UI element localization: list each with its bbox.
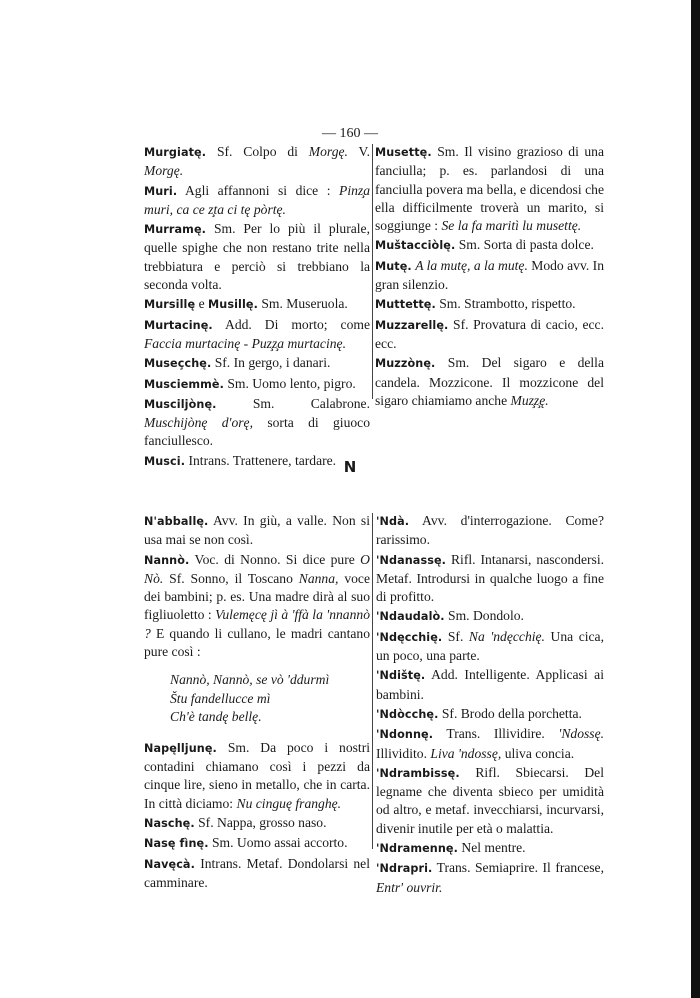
- entry-headword: Mursillę: [144, 298, 196, 312]
- entry-headword: Mutę.: [375, 259, 412, 273]
- entry-definition: Intrans. Trattenere, tardare.: [188, 452, 337, 468]
- entry-headword: 'Ndà.: [376, 515, 410, 528]
- page-edge-shadow: [691, 0, 700, 998]
- entry-headword: Muzzònę.: [375, 357, 436, 371]
- entry-example: Se la fa maritì lu musettę.: [441, 218, 582, 234]
- entry-definition: Trans. Semiaprire. Il francese,: [436, 860, 604, 876]
- entry-definition: Sf. Nappa, grosso naso.: [198, 815, 327, 831]
- dictionary-entry: [375, 236, 604, 255]
- entry-example: Na 'ndęcchię.: [468, 628, 545, 644]
- entry-headword: Musillę.: [208, 298, 258, 312]
- entry-headword: N'abballę.: [144, 515, 209, 528]
- entry-definition: Sf. In gergo, i danari.: [214, 355, 331, 371]
- entry-definition: Una cica, un poco, una parte.: [376, 628, 604, 664]
- entry-headword: 'Ndęcchię.: [376, 630, 443, 644]
- entry-example: Nu cinguę franghę.: [236, 795, 342, 811]
- dictionary-entry: [144, 220, 370, 294]
- dictionary-entry: [376, 551, 604, 607]
- entry-definition: Avv. In giù, a valle. Non si usa mai se non così.: [144, 513, 370, 548]
- entry-example: 'Ndossę.: [558, 726, 605, 742]
- dictionary-entry: [144, 739, 370, 813]
- entry-headword: Nasę fìnę.: [144, 837, 209, 851]
- n-left-entries-2: [144, 739, 370, 892]
- entry-headword: Napęlljunę.: [144, 741, 217, 755]
- entry-headword: 'Ndòcchę.: [376, 707, 439, 721]
- dictionary-entry: [375, 354, 604, 410]
- entry-definition: Modo avv. In gran silenzio.: [375, 257, 604, 293]
- dictionary-entry: [144, 814, 370, 833]
- entry-headword: 'Ndrambissę.: [376, 766, 460, 780]
- dictionary-entry: [144, 395, 370, 451]
- entry-definition: voce dei bambini; p. es. Una madre dirà al suo figliuoletto :: [144, 570, 370, 623]
- dictionary-entry: [144, 375, 370, 394]
- entry-definition: Sm. Da poco i nostri contadini chiamano così i pezzi da cinque lire, sieno in metallo, che in carta. In città diciamo:: [144, 739, 370, 811]
- entry-headword: Musettę.: [375, 146, 432, 159]
- lullaby-poem: [170, 671, 370, 727]
- dictionary-entry: [375, 143, 604, 235]
- entry-headword: Muttettę.: [375, 298, 436, 312]
- dictionary-entry: [375, 295, 604, 314]
- entry-headword: Murtacinę.: [144, 318, 213, 332]
- entry-definition: E quando li cullano, le madri cantano pure così :: [144, 625, 370, 660]
- dictionary-entry: [144, 834, 370, 853]
- entry-definition: Intrans. Metaf. Dondolarsi nel camminare.: [144, 855, 370, 890]
- entry-headword: Muzzarellę.: [375, 318, 449, 332]
- entry-example: Muschijònę d'orę,: [144, 415, 253, 431]
- entry-definition: sorta di giuoco fanciullesco.: [144, 415, 370, 449]
- entry-example: A la mutę, a la mutę.: [415, 257, 528, 273]
- entry-headword: Musciemmè.: [144, 377, 224, 391]
- entry-example: Morgę.: [144, 163, 184, 179]
- dictionary-entry: [144, 316, 370, 354]
- m-left-column: [144, 143, 370, 472]
- entry-text: e: [198, 296, 205, 312]
- entry-definition: Nel mentre.: [461, 840, 526, 856]
- dictionary-entry: [375, 257, 604, 295]
- entry-definition: Sm. Il visino grazioso di una fanciulla; p. es. parlandosi di una fanciulla povera ma bella, e dicendosi che ella difficilmente troverà un marito, si soggiunge :: [375, 144, 604, 234]
- entry-definition: V.: [358, 144, 371, 159]
- entry-headword: 'Ndištę.: [376, 669, 426, 683]
- entry-definition: Add. Di morto; come: [225, 316, 370, 332]
- entry-headword: Murgiatę.: [144, 146, 207, 159]
- entry-headword: 'Ndramennę.: [376, 842, 458, 856]
- poem-line: Nannò, Nannò, se vò 'ddurmì: [170, 672, 330, 688]
- entry-headword: 'Ndonnę.: [376, 728, 434, 742]
- entry-headword: 'Ndanassę.: [376, 553, 447, 567]
- entry-example: Muz̧z̧ę.: [510, 392, 549, 408]
- n-left-entries: [144, 512, 370, 661]
- column-divider: [372, 513, 373, 849]
- entry-definition: Sm. Strambotto, rispetto.: [439, 296, 576, 312]
- dictionary-entry: [376, 607, 604, 626]
- entry-headword: Musciljònę.: [144, 397, 217, 411]
- entry-definition: Sf. Brodo della porchetta.: [441, 705, 582, 721]
- entry-headword: Murramę.: [144, 223, 206, 237]
- entry-example: Pinz̧a muri, ca ce z̧ta ci tę pòrtę.: [144, 182, 370, 217]
- entry-headword: Nannò.: [144, 553, 190, 567]
- entry-definition: Sf. Sonno, il Toscano: [169, 570, 293, 586]
- column-divider: [372, 144, 373, 399]
- section-letter: N: [343, 458, 357, 476]
- dictionary-entry: [144, 551, 370, 662]
- n-right-column: [376, 512, 604, 898]
- entry-example: Faccia murtacinę - Puz̧z̧a murtacinę.: [144, 335, 346, 351]
- entry-definition: Sm. Uomo assai accorto.: [211, 835, 348, 851]
- entry-definition: Sm. Per lo più il plurale, quelle spighe che non restano trite nella trebbiatura e perciò si trebbiano la seconda volta.: [144, 221, 370, 293]
- entry-definition: Sm. Del sigaro e della candela. Mozzicone. Il mozzicone del sigaro chiamiamo anche: [375, 355, 604, 408]
- entry-headword: Museçchę.: [144, 357, 212, 371]
- entry-definition: Trans. Illividire.: [446, 726, 545, 742]
- dictionary-entry: [376, 725, 604, 763]
- entry-definition: Add. Intelligente. Applicasi ai bambini.: [376, 667, 604, 702]
- entry-example: Nanna,: [298, 570, 339, 586]
- page-number: — 160 —: [322, 126, 378, 141]
- dictionary-entry: [376, 628, 604, 666]
- entry-definition: Sf. Provatura di cacio, ecc. ecc.: [375, 316, 604, 351]
- entry-example: Liva 'ndossę,: [430, 745, 502, 761]
- entry-definition: Avv. d'interrogazione. Come? rarissimo.: [376, 513, 604, 548]
- entry-headword: Muštacciòlę.: [375, 239, 456, 253]
- entry-definition: Sm. Calabrone.: [252, 395, 370, 411]
- dictionary-entry: [144, 855, 370, 893]
- dictionary-entry: [144, 512, 370, 550]
- dictionary-entry: [144, 295, 370, 314]
- dictionary-entry: [376, 839, 604, 858]
- entry-definition: Illividito.: [376, 745, 427, 761]
- entry-definition: Sm. Sorta di pasta dolce.: [458, 237, 594, 253]
- dictionary-entry: [376, 666, 604, 704]
- entry-example: O Nò.: [144, 551, 370, 586]
- entry-definition: Rifl. Intanarsi, nascondersi. Metaf. Introdursi in qualche luogo a fine di profitto.: [376, 551, 604, 605]
- entry-example: Entr' ouvrir.: [376, 879, 443, 895]
- entry-definition: Sm. Museruola.: [261, 296, 348, 312]
- poem-line: Ch'è tandę bellę.: [170, 709, 262, 725]
- entry-headword: Navęcà.: [144, 857, 195, 871]
- dictionary-entry: [144, 354, 370, 373]
- dictionary-entry: [376, 859, 604, 897]
- entry-definition: Agli affannoni si dice :: [184, 182, 331, 198]
- dictionary-entry: [144, 182, 370, 220]
- entry-definition: Rifl. Sbiecarsi. Del legname che diventa sbieco per umidità od altro, e metaf. invecchiarsi, incurvarsi, divenir inutile per età o malattia.: [376, 764, 604, 836]
- poem-line: Štu fandellucce mì: [170, 690, 271, 706]
- entry-definition: Sm. Uomo lento, pigro.: [227, 375, 356, 391]
- entry-headword: Muri.: [144, 184, 178, 198]
- dictionary-entry: [376, 764, 604, 838]
- entry-example: Morgę.: [308, 144, 348, 159]
- entry-definition: Sm. Dondolo.: [448, 608, 524, 624]
- dictionary-entry: [376, 512, 604, 550]
- entry-definition: uliva concia.: [504, 745, 575, 761]
- dictionary-entry: [144, 143, 370, 181]
- entry-definition: Sf.: [447, 628, 464, 644]
- entry-headword: Naschę.: [144, 817, 195, 831]
- m-right-column: [375, 143, 604, 411]
- entry-headword: 'Ndaudalò.: [376, 610, 445, 624]
- entry-example: Vulemęcę jì à 'ffà la 'nnannò ?: [144, 607, 370, 641]
- entry-headword: 'Ndrapri.: [376, 862, 433, 876]
- entry-definition: Sf. Colpo di: [216, 144, 298, 159]
- entry-headword: Musci.: [144, 454, 186, 468]
- dictionary-entry: [375, 316, 604, 354]
- dictionary-entry: [376, 705, 604, 724]
- entry-definition: Voc. di Nonno. Si dice pure: [194, 551, 355, 567]
- n-left-column: [144, 512, 370, 893]
